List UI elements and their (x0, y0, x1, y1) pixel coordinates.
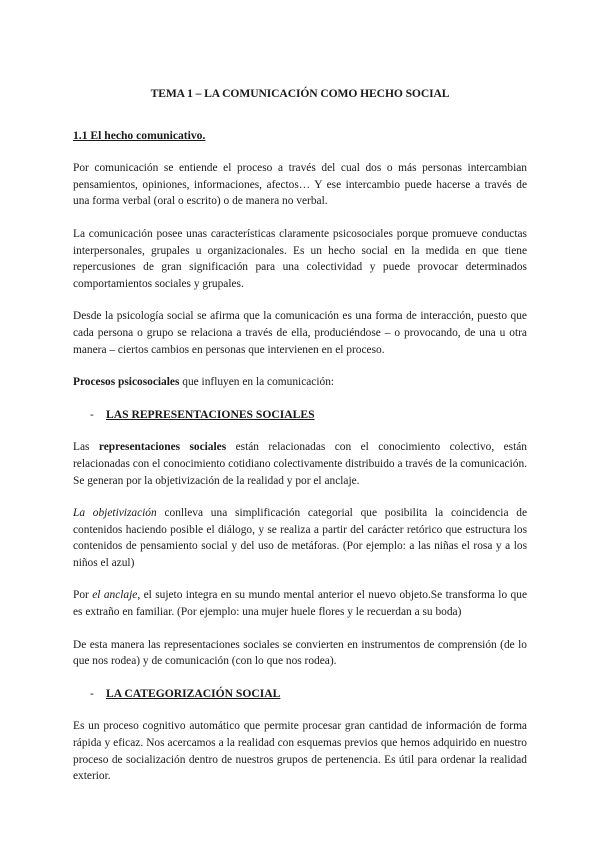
objetivizacion-italic: La objetivización (73, 507, 157, 520)
document-body (73, 86, 527, 801)
text-run: Por (73, 589, 93, 602)
paragraph-objetivizacion (73, 505, 527, 571)
bullet-dash: - (90, 687, 94, 700)
bullet-categorizacion (73, 686, 527, 703)
bullet-label: LAS REPRESENTACIONES SOCIALES (106, 407, 315, 421)
bullet-representaciones (73, 407, 527, 424)
bullet-label: LA CATEGORIZACIÓN SOCIAL (106, 686, 281, 700)
text-run: conlleva una simplificación categorial que posibilita la coincidencia de contenidos haciendo posible el diálogo, y se realiza a partir del carácter retórico que estructura los contenidos de pensamiento social y del uso de metáforas. (Por ejemplo: a las niñas el rosa y a los niños el azul) (73, 507, 528, 569)
bullet-dash: - (90, 408, 94, 421)
anclaje-italic: el anclaje (92, 589, 138, 602)
processes-rest: que influyen en la comunicación: (179, 376, 335, 389)
processes-bold: Procesos psicosociales (73, 376, 180, 389)
document-title: TEMA 1 – LA COMUNICACIÓN COMO HECHO SOCIAL (150, 87, 450, 100)
text-run: están relacionadas con el conocimiento colectivo, están relacionadas con el conocimiento cotidiano colectivamente distribuido a través de la comunicación. Se generan por la objetivización de la realidad y por el anclaje. (73, 441, 528, 487)
section-heading: 1.1 El hecho comunicativo. (73, 128, 206, 142)
paragraph-anclaje (73, 587, 527, 620)
paragraph-processes-intro (73, 374, 527, 391)
paragraph-definition: Por comunicación se entiende el proceso a través del cual dos o más personas intercambian pensamientos, opiniones, informaciones, afectos… Y ese intercambio puede hacerse a través de una forma verbal (oral o escrito) o de manera no verbal. (73, 162, 527, 208)
paragraph-categorizacion: Es un proceso cognitivo automático que permite procesar gran cantidad de información de forma rápida y eficaz. Nos acercamos a la realidad con esquemas previos que hemos adquirido en nuestro proceso de socialización dentro de nuestros grupos de pertenencia. Es útil para ordenar la realidad exterior. (73, 720, 527, 783)
paragraph-conclusion: De esta manera las representaciones sociales se convierten en instrumentos de comprensión (de lo que nos rodea) y de comunicación (con lo que nos rodea). (73, 638, 527, 668)
paragraph-characteristics: La comunicación posee unas características claramente psicosociales porque promueve conductas interpersonales, grupales u organizacionales. Es un hecho social en la medida en que tiene repercusiones de gran significación para una colectividad y puede provocar determinados comportamientos sociales y grupales. (73, 227, 527, 290)
representaciones-bold: representaciones sociales (98, 441, 227, 454)
paragraph-social-psychology: Desde la psicología social se afirma que la comunicación es una forma de interacción, puesto que cada persona o grupo se relaciona a través de ella, produciéndose – o provocando, de una u otra manera – ciertos cambios en personas que intervienen en el proceso. (73, 310, 527, 356)
text-run: , el sujeto integra en su mundo mental anterior el nuevo objeto.Se transforma lo que es extraño en familiar. (Por ejemplo: una mujer huele flores y le recuerdan a su boda) (73, 589, 527, 619)
paragraph-representaciones (73, 439, 527, 489)
text-run: Las (73, 441, 99, 454)
